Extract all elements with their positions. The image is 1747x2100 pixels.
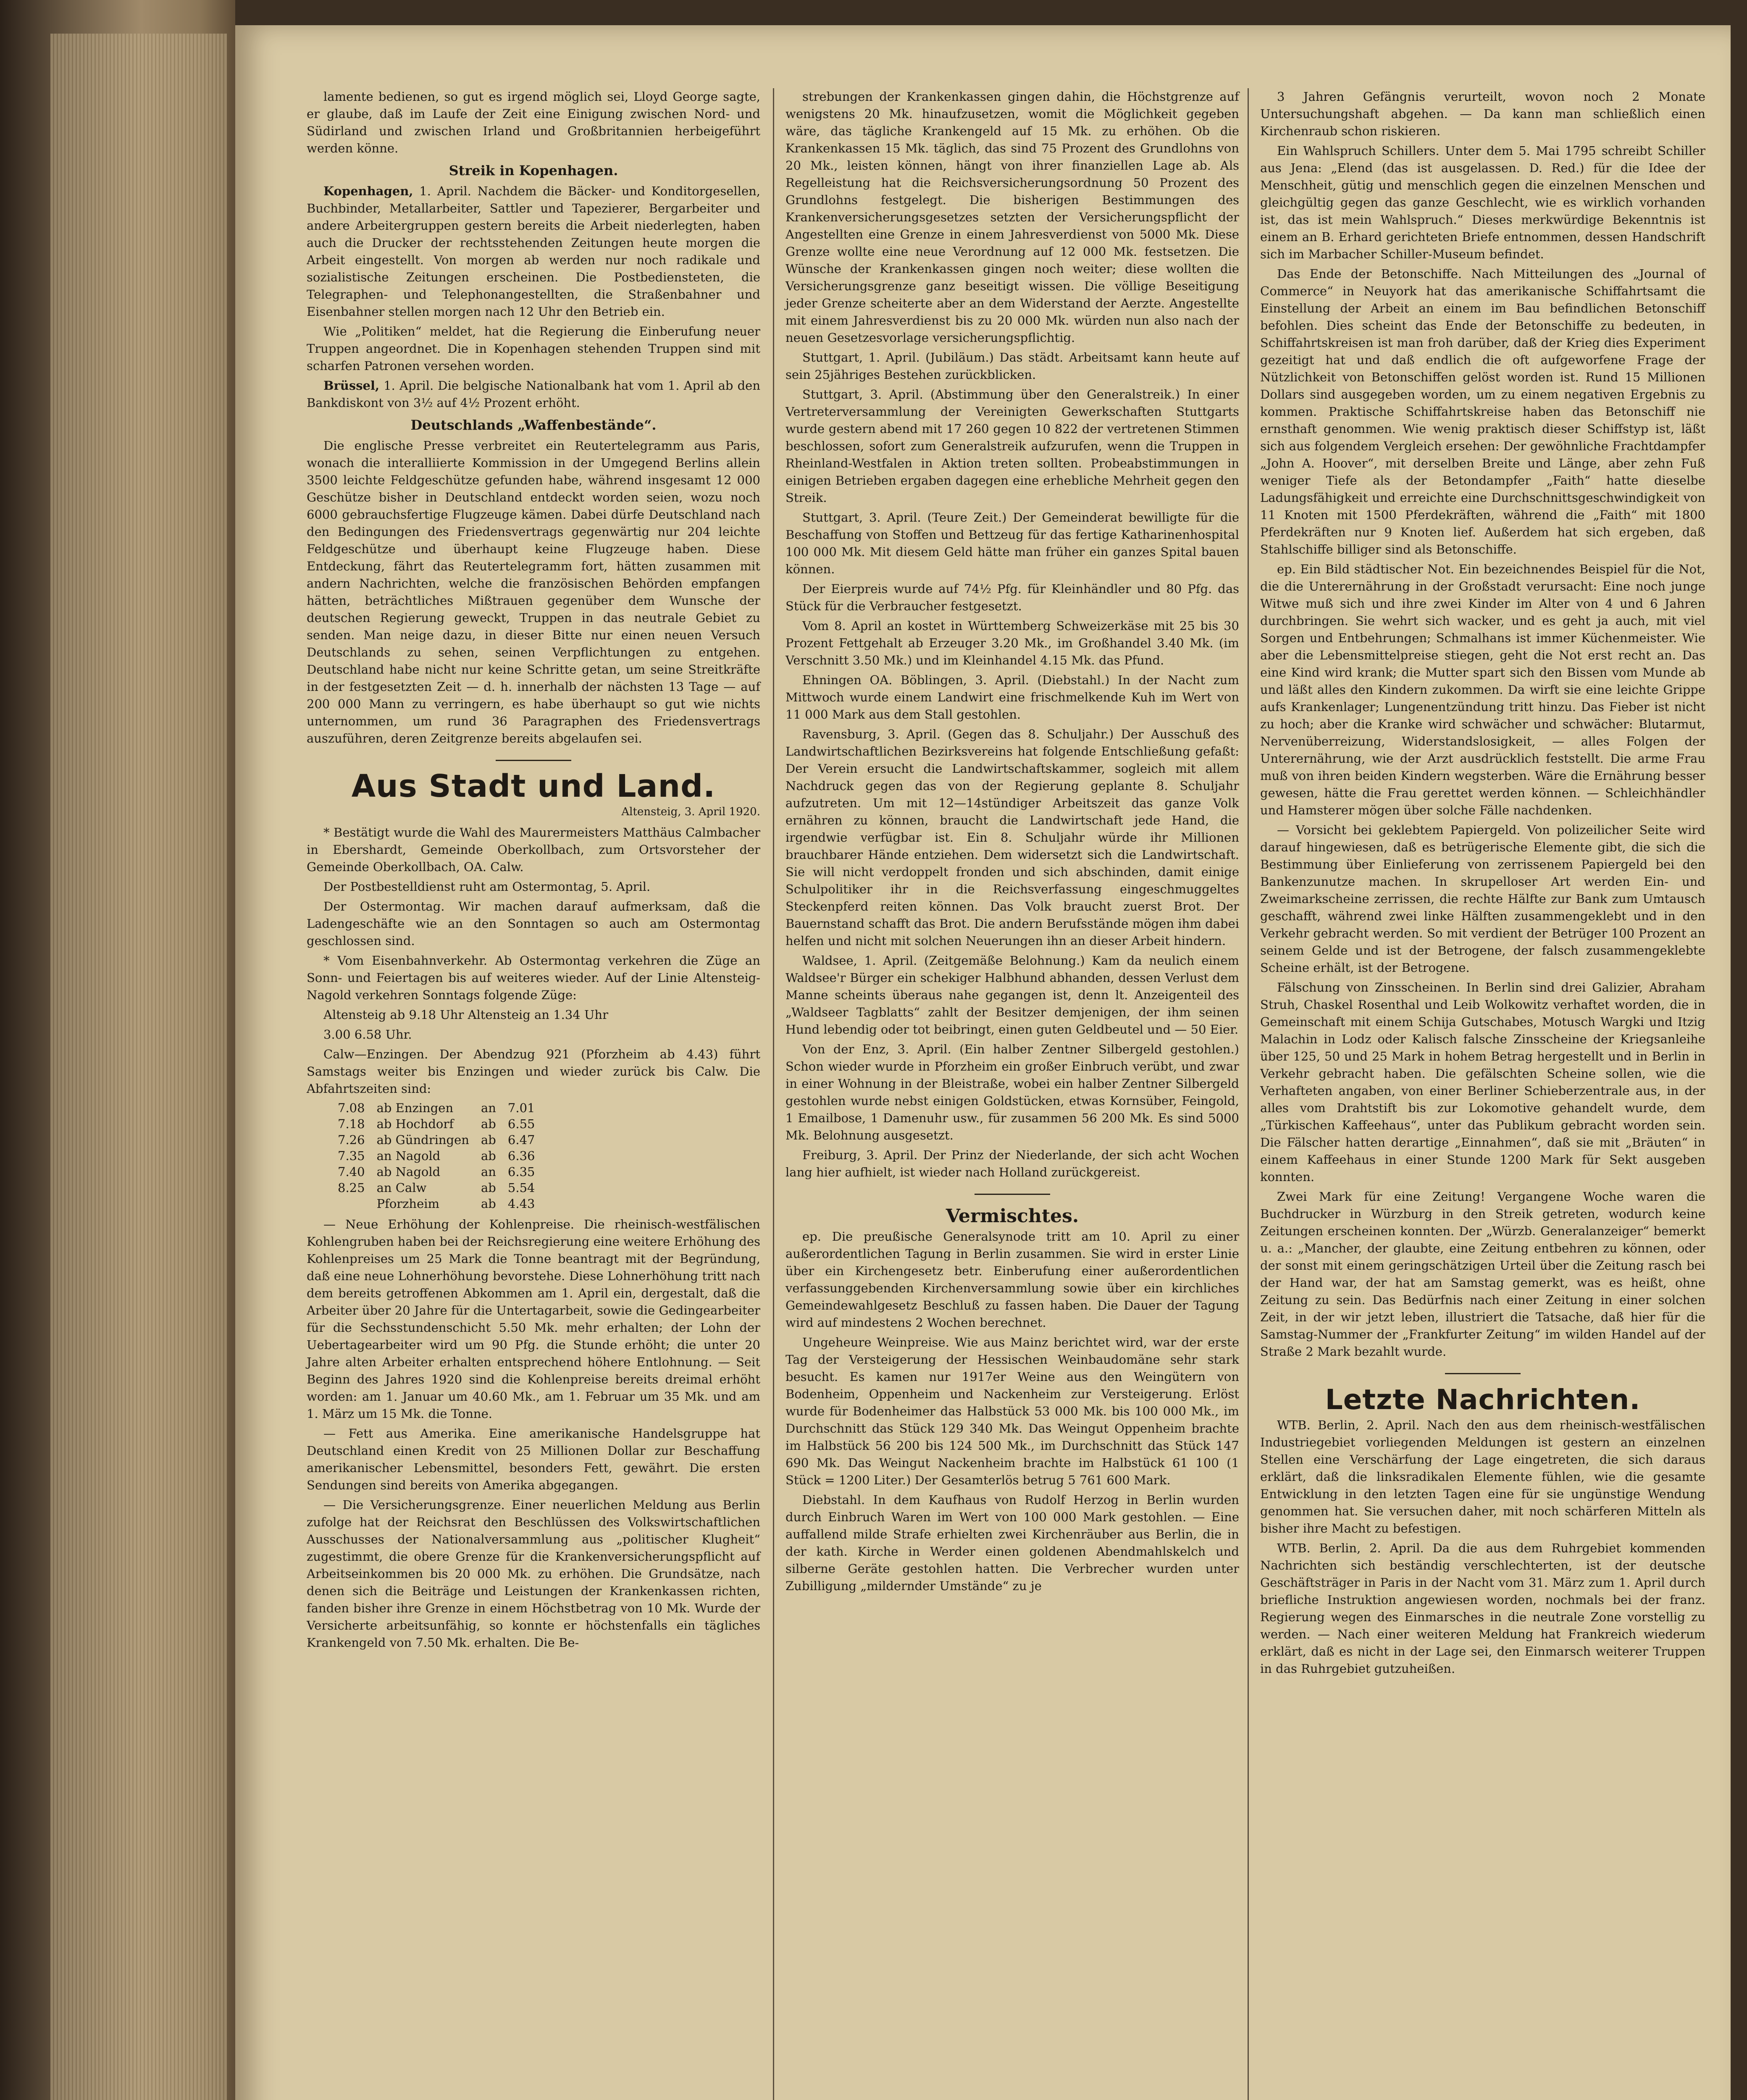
timetable-row (332, 1180, 541, 1196)
timetable-cell: ab (481, 1181, 496, 1195)
paragraph: Von der Enz, 3. April. (Ein halber Zentner Silbergeld gestohlen.) Schon wieder wurde in Pforzheim ein großer Einbruch verübt, und zwar in einer Wohnung in der Bleistraße, wobei ein halber Zentner Silbergeld gestohlen wurde nebst einigen Goldstücken, etwas Kornsüber, Feingold, 1 Emailbose, 1 Damenuhr usw., für zusammen 56 200 Mk. Es sind 5000 Mk. Belohnung ausgesetzt. (785, 1042, 1239, 1142)
timetable-cell: ab (481, 1117, 496, 1131)
paragraph: Die englische Presse verbreitet ein Reutertelegramm aus Paris, wonach die interalliierte Kommission in der Umgegend Berlins allein 3500 leichte Feldgeschütze gefunden habe, während insgesamt 12 000 Geschütze bisher in Deutschland entdeckt worden seien, wozu noch 6000 gebrauchsfertige Flugzeuge kämen. Dabei dürfe Deutschland nach den Bedingungen des Friedensvertrags gegenwärtig nur 204 leichte Feldgeschütze und überhaupt keine Flugzeuge haben. Diese Entdeckung, fährt das Reutertelegramm fort, hätten zusammen mit andern Nachrichten, welche die französischen Behörden empfangen hätten, beträchtliches Mißtrauen gegenüber dem Wunsche der deutschen Regierung geweckt, Truppen in das neutrale Gebiet zu senden. Man neige dazu, in dieser Bitte nur einen neuen Versuch Deutschlands zu sehen, seinen Verpflichtungen zu entgehen. Deutschland habe nicht nur keine Schritte getan, um seine Streitkräfte in der festgesetzten Zeit — d. h. innerhalb der nächsten 13 Tage — auf 200 000 Mann zu verringern, es habe überhaupt so gut wie nichts unternommen, um rund 36 Paragraphen des Friedensvertrags auszuführen, deren Zeitgrenze bereits abgelaufen sei. (307, 438, 760, 746)
timetable-cell: ab Nagold (376, 1165, 441, 1179)
timetable-row (332, 1164, 541, 1180)
dateline: Altensteig, 3. April 1920. (621, 806, 760, 818)
paragraph: Ehningen OA. Böblingen, 3. April. (Diebstahl.) In der Nacht zum Mittwoch wurde einem Landwirt eine frischmelkende Kuh im Wert von 11 000 Mark aus dem Stall gestohlen. (785, 673, 1239, 722)
column-1 (307, 88, 760, 1654)
headline: Vermischtes. (946, 1205, 1079, 1227)
paragraph: Der Eierpreis wurde auf 74½ Pfg. für Kleinhändler und 80 Pfg. das Stück für die Verbraucher festgesetzt. (785, 582, 1239, 613)
paragraph: Ein Wahlspruch Schillers. Unter dem 5. Mai 1795 schreibt Schiller aus Jena: „Elend (das ist ausgelassen. D. Red.) für die Idee der Menschheit, gütig und menschlich gegen die einzelnen Menschen und gleichgültig gegen das ganze Geschlecht, wie es wirklich vorhanden ist, das ist mein Wahlspruch.“ Dieses merkwürdige Bekenntnis ist einem an B. Erhard gerichteten Briefe entnommen, dessen Handschrift sich im Marbacher Schiller-Museum befindet. (1260, 144, 1705, 261)
timetable-cell: 8.25 (338, 1181, 365, 1195)
paragraph: Vom 8. April an kostet in Württemberg Schweizerkäse mit 25 bis 30 Prozent Fettgehalt ab Erzeuger 3.20 Mk., im Großhandel 3.40 Mk. (im Verschnitt 3.50 Mk.) und im Kleinhandel 4.15 Mk. das Pfund. (785, 619, 1239, 667)
paragraph: strebungen der Krankenkassen gingen dahin, die Höchstgrenze auf wenigstens 20 Mk. hinaufzusetzen, womit die Möglichkeit gegeben wäre, das tägliche Krankengeld auf 15 Mk. zu erhöhen. Ob die Krankenkassen 15 Mk. täglich, das sind 75 Prozent des Grundlohns von 20 Mk., leisten können, hängt von ihrer finanziellen Lage ab. Als Regelleistung hat die Reichsversicherungsordnung 50 Prozent des Grundlohns festgelegt. Die bisherigen Bestimmungen des Krankenversicherungsgesetzes setzten der Versicherungspflicht der Angestellten eine Grenze in einem Jahresverdienst von 5000 Mk. Diese Grenze wollte eine neue Verordnung auf 12 000 Mk. festsetzen. Die Wünsche der Krankenkassen gingen noch weiter; diese wollten die Versicherungsgrenze ganz beseitigt wissen. Die völlige Beseitigung jeder Grenze scheiterte aber an dem Widerstand der Aerzte. Angestellte mit einem Jahresverdienst bis zu 20 000 Mk. würden nun also nach der neuen Gesetzesvorlage versicherungspflichtig. (785, 89, 1239, 345)
separator (496, 760, 571, 761)
paragraph: Waldsee, 1. April. (Zeitgemäße Belohnung.) Kam da neulich einem Waldsee'r Bürger ein schekiger Halbhund abhanden, dessen Verlust dem Manne scheints überaus nahe gegangen ist, denn lt. Anzeigenteil des „Waldseer Tagblatts“ zahlt der Besitzer demjenigen, der ihm seinen Hund lebendig oder tot beibringt, einen guten Geldbeutel und — 50 Eier. (785, 953, 1239, 1037)
paragraph: — Neue Erhöhung der Kohlenpreise. Die rheinisch-westfälischen Kohlengruben haben bei der Reichsregierung eine weitere Erhöhung des Kohlenpreises um 25 Mark die Tonne beantragt mit der Begründung, daß eine neue Lohnerhöhung bevorstehe. Diese Lohnerhöhung tritt nach dem bereits getroffenen Abkommen am 1. April ein, dergestalt, daß die Arbeiter über 20 Jahre für die Untertagarbeit, sowie die Gedingearbeiter für die Sechsstundenschicht 5.50 Mk. mehr erhalten; der Lohn der Uebertagearbeiter wird um 90 Pfg. die Stunde erhöht; die unter 20 Jahre alten Arbeiter erhalten entsprechend höhere Entlohnung. — Seit Beginn des Jahres 1920 sind die Kohlenpreise bereits dreimal erhöht worden: am 1. Januar um 40.60 Mk., am 1. Februar um 35 Mk. und am 1. März um 15 Mk. die Tonne. (307, 1217, 760, 1421)
timetable-cell: 4.43 (507, 1197, 535, 1211)
newspaper-page (235, 25, 1731, 2100)
timetable-row (332, 1116, 541, 1132)
timetable-row (332, 1148, 541, 1164)
paragraph: Ravensburg, 3. April. (Gegen das 8. Schuljahr.) Der Ausschuß des Landwirtschaftlichen Bezirksvereins hat folgende Entschließung gefaßt: Der Verein ersucht die Landwirtschaftskammer, sogleich mit allem Nachdruck gegen das von der Regierung geplante 8. Schuljahr aufzutreten. Um mit 12—14stündiger Arbeitszeit das ganze Volk ernähren zu können, braucht die Landwirtschaft jede Hand, die irgendwie verfügbar ist. Ein 8. Schuljahr würde ihr Millionen brauchbarer Hände entziehen. Dem widersetzt sich die Landwirtschaft. Sie will nicht verdoppelt fronden und sich abschinden, damit einige Schulpolitiker ihr in die Reichsverfassung eingeschmuggeltes Steckenpferd reiten können. Das Volk braucht zuerst Brot. Der Bauernstand schafft das Brot. Die andern Berufsstände mögen ihm dabei helfen und nicht mit solchen Neuerungen ihn an dieser Arbeit hindern. (785, 727, 1239, 948)
separator (1445, 1373, 1521, 1374)
separator (975, 1194, 1050, 1195)
column-rule (773, 88, 774, 2100)
timetable-cell: 5.54 (507, 1181, 535, 1195)
paragraph: Brüssel, 1. April. Die belgische Nationalbank hat vom 1. April ab den Bankdiskont von 3½ auf 4½ Prozent erhöht. (307, 378, 761, 410)
paragraph: WTB. Berlin, 2. April. Nach den aus dem rheinisch-westfälischen Industriegebiet vorliegenden Meldungen ist gestern an einzelnen Stellen eine Verschärfung der Lage eingetreten, die sich daraus erklärt, daß die linksradikalen Elemente fühlen, wie die gesamte Entwicklung in den letzten Tagen eine für sie ungünstige Wendung genommen hat. Sie versuchen daher, mit noch schärferen Mitteln als bisher ihre Macht zu befestigen. (1260, 1418, 1705, 1536)
book-binding (0, 0, 235, 2100)
paragraph: Stuttgart, 3. April. (Abstimmung über den Generalstreik.) In einer Vertreterversammlung der Vereinigten Gewerkschaften Stuttgarts wurde gestern abend mit 17 260 gegen 10 822 der vertretenen Stimmen beschlossen, sofort zum Generalstreik aufzurufen, wenn die Truppen in Rheinland-Westfalen in Aktion treten sollten. Probeabstimmungen in einigen Betrieben ergaben dagegen eine erhebliche Mehrheit gegen den Streik. (785, 387, 1239, 505)
timetable-cell: 7.01 (507, 1101, 535, 1115)
timetable-cell: an (481, 1101, 496, 1115)
timetable-cell: 7.35 (338, 1149, 365, 1163)
timetable-cell: 6.47 (507, 1133, 535, 1147)
timetable-row (332, 1196, 541, 1212)
timetable-cell: 7.26 (338, 1133, 365, 1147)
timetable-cell: 7.40 (338, 1165, 365, 1179)
headline: Streik in Kopenhagen. (449, 163, 618, 178)
paragraph: Diebstahl. In dem Kaufhaus von Rudolf Herzog in Berlin wurden durch Einbruch Waren im Wert von 100 000 Mark gestohlen. — Eine auffallend milde Strafe erhielten zwei Kirchenräuber aus Berlin, die in der kath. Kirche in Werder einen goldenen Abendmahlskelch und silberne Geräte gestohlen hatten. Die Verbrecher wurden unter Zubilligung „mildernder Umstände“ zu je (785, 1493, 1239, 1593)
column-3 (1260, 88, 1705, 1680)
column-rule (1248, 88, 1249, 2100)
paragraph: Freiburg, 3. April. Der Prinz der Niederlande, der sich acht Wochen lang hier aufhielt, ist wieder nach Holland zurückgereist. (785, 1148, 1239, 1179)
timetable-cell: ab Enzingen (376, 1101, 454, 1115)
paragraph: — Fett aus Amerika. Eine amerikanische Handelsgruppe hat Deutschland einen Kredit von 25 Millionen Dollar zur Beschaffung amerikanischer Lebensmittel, besonders Fett, gewährt. Die ersten Sendungen sind bereits von Amerika abgegangen. (307, 1426, 760, 1492)
paragraph: Fälschung von Zinsscheinen. In Berlin sind drei Galizier, Abraham Struh, Chaskel Rosenthal und Leib Wolkowitz verhaftet worden, die in Gemeinschaft mit einem Schija Gutschabes, Motusch Wargki und Itzig Malachin in Lodz oder Kalisch falsche Zinsscheine der Kriegsanleihe über 125, 50 und 25 Mark in hohem Betrag hergestellt und in Berlin in Verkehr gebracht haben. Die gefälschten Scheine sollen, wie die Verhafteten angaben, von einer Berliner Schieberzentrale aus, in der alles vom Drahtstift bis zur Lokomotive gehandelt wurde, dem „Türkischen Kaffeehaus“, unter das Publikum gebracht worden sein. Die Fälscher hatten derartige „Einnahmen“, daß sie mit „Bräuten“ in einem Kaffeehaus in einer Stunde 1200 Mark für Sekt ausgeben konnten. (1260, 980, 1705, 1184)
paragraph: * Bestätigt wurde die Wahl des Maurermeisters Matthäus Calmbacher in Ebershardt, Gemeinde Oberkollbach, zum Ortsvorsteher der Gemeinde Oberkollbach, OA. Calw. (307, 825, 760, 874)
timetable-cell: 7.08 (338, 1101, 365, 1115)
paragraph: Kopenhagen, 1. April. Nachdem die Bäcker- und Konditorgesellen, Buchbinder, Metallarbeiter, Sattler und Tapezierer, Bergarbeiter und andere Arbeitergruppen gestern bereits die Arbeit niederlegten, haben auch die Drucker der rechtsstehenden Zeitungen heute morgen die Arbeit eingestellt. Von morgen ab werden nur noch radikale und sozialistische Zeitungen erscheinen. Die Postbediensteten, die Telegraphen- und Telephonangestellten, die Straßenbahner und Eisenbahner stellen morgen nach 12 Uhr den Betrieb ein. (307, 184, 760, 319)
paragraph: Stuttgart, 1. April. (Jubiläum.) Das städt. Arbeitsamt kann heute auf sein 25jähriges Bestehen zurückblicken. (785, 350, 1239, 382)
timetable-cell: 6.55 (507, 1117, 535, 1131)
timetable-cell: 6.36 (507, 1149, 535, 1163)
paragraph: Stuttgart, 3. April. (Teure Zeit.) Der Gemeinderat bewilligte für die Beschaffung von Stoffen und Bettzeug für das fertige Katharinenhospital 100 000 Mk. Mit diesem Geld hätte man früher ein ganzes Spital bauen können. (785, 510, 1239, 576)
timetable-row (332, 1100, 541, 1116)
paragraph: * Vom Eisenbahnverkehr. Ab Ostermontag verkehren die Züge an Sonn- und Feiertagen bis auf weiteres wieder. Auf der Linie Altensteig-Nagold verkehren Sonntags folgende Züge: (307, 953, 760, 1002)
paragraph: 3.00 6.58 Uhr. (323, 1027, 412, 1042)
paragraph: — Vorsicht bei geklebtem Papiergeld. Von polizeilicher Seite wird darauf hingewiesen, daß es betrügerische Elemente gibt, die sich die Bestimmung über Einlieferung von zerrissenem Papiergeld bei den Bankenzunutze machen. In skrupelloser Art werden Ein- und Zweimarkscheine zerrissen, die rechte Hälfte zur Bank zum Umtausch geschafft, während zwei linke Hälften zusammengeklebt und in den Verkehr gebracht werden. So mit verdient der Betrüger 100 Prozent an seinem Gelde und ist der Betrogene, der falsch zusammengeklebte Scheine erhält, ist der Betrogene. (1260, 823, 1705, 975)
section-title: Aus Stadt und Land. (351, 768, 716, 804)
timetable-cell: 6.35 (507, 1165, 535, 1179)
paragraph: Ungeheure Weinpreise. Wie aus Mainz berichtet wird, war der erste Tag der Versteigerung der Hessischen Weinbaudomäne sehr stark besucht. Es kamen nur 1917er Weine aus den Weingütern von Bodenheim, Oppenheim und Nackenheim zur Versteigerung. Erlöst wurde für Bodenheimer das Halbstück 53 000 Mk. bis 100 000 Mk., im Durchschnitt das Stück 129 340 Mk. Das Weingut Oppenheim brachte im Halbstück 56 200 bis 124 500 Mk., im Durchschnitt das Stück 147 690 Mk. Das Weingut Nackenheim brachte im Halbstück 61 100 (1 Stück = 1200 Liter.) Der Gesamterlös betrug 5 761 600 Mark. (785, 1335, 1239, 1487)
timetable-cell: an (481, 1165, 496, 1179)
paragraph: Der Postbestelldienst ruht am Ostermontag, 5. April. (323, 879, 651, 894)
section-title: Letzte Nachrichten. (1325, 1383, 1641, 1416)
paragraph: lamente bedienen, so gut es irgend möglich sei, Lloyd George sagte, er glaube, daß im Laufe der Zeit eine Einigung zwischen Nord- und Südirland und zwischen Irland und Großbritannien herbeigeführt werden könne. (307, 89, 760, 155)
paragraph: — Die Versicherungsgrenze. Einer neuerlichen Meldung aus Berlin zufolge hat der Reichsrat den Beschlüssen des Volkswirtschaftlichen Ausschusses der Nationalversammlung aus „politischer Klugheit“ zugestimmt, die obere Grenze für die Krankenversicherungspflicht auf Arbeitseinkommen bis 20 000 Mk. zu erhöhen. Die Grundsätze, nach denen sich die Beiträge und Leistungen der Krankenkassen richten, fanden bisher ihre Grenze in einem Höchstbetrag von 10 Mk. Wurde der Versicherte arbeitsunfähig, so konnte er höchstenfalls ein tägliches Krankengeld von 7.50 Mk. erhalten. Die Be- (307, 1498, 760, 1650)
timetable-cell: ab Hochdorf (376, 1117, 454, 1131)
paragraph: Wie „Politiken“ meldet, hat die Regierung die Einberufung neuer Truppen angeordnet. Die in Kopenhagen stehenden Truppen sind mit scharfen Patronen versehen worden. (307, 324, 760, 373)
timetable-row (332, 1132, 541, 1148)
paragraph: Das Ende der Betonschiffe. Nach Mitteilungen des „Journal of Commerce“ in Neuyork hat das amerikanische Schiffahrtsamt die Einstellung der Arbeit an einem im Bau befindlichen Betonschiff befohlen. Dies scheint das Ende der Betonschiffe zu bedeuten, in Schiffahrtskreisen ist man froh darüber, daß der Krieg dies Experiment gezeitigt hat und daß endlich die oft aufgeworfene Frage der Nützlichkeit von Betonschiffen gelöst worden ist. Rund 15 Millionen Dollars sind ausgegeben worden, um zu einem negativen Ergebnis zu kommen. Praktische Schiffahrtskreise haben das Betonschiff nie ernsthaft genommen. Wie wenig praktisch dieser Schiffstyp ist, läßt sich aus folgendem Vergleich ersehen: Der gewöhnliche Frachtdampfer „John A. Hoover“, mit derselben Breite und Länge, aber zehn Fuß weniger Tiefe als der Betondampfer „Faith“ hatte dieselbe Ladungsfähigkeit und erreichte eine Durchschnittsgeschwindigkeit von 11 Knoten mit 1500 Pferdekräften, während die „Faith“ mit 1800 Pferdekräften nur 9 Knoten lief. Außerdem hat sich ergeben, daß Stahlschiffe billiger sind als Betonschiffe. (1260, 267, 1705, 556)
paragraph: Altensteig ab 9.18 Uhr Altensteig an 1.34 Uhr (323, 1008, 608, 1022)
paragraph: Calw—Enzingen. Der Abendzug 921 (Pforzheim ab 4.43) führt Samstags weiter bis Enzingen und wieder zurück bis Calw. Die Abfahrtszeiten sind: (307, 1047, 760, 1096)
paragraph: 3 Jahren Gefängnis verurteilt, wovon noch 2 Monate Untersuchungshaft abgehen. — Da kann man schließlich einen Kirchenraub schon riskieren. (1260, 89, 1705, 138)
timetable-cell: Pforzheim (376, 1197, 440, 1211)
timetable-cell: ab (481, 1149, 496, 1163)
timetable-cell: 7.18 (338, 1117, 365, 1131)
timetable-cell: an Nagold (376, 1149, 441, 1163)
timetable-cell: ab (481, 1197, 496, 1211)
timetable-cell: ab Gündringen (376, 1133, 469, 1147)
paragraph: Der Ostermontag. Wir machen darauf aufmerksam, daß die Ladengeschäfte wie an den Sonntagen so auch am Ostermontag geschlossen sind. (307, 899, 760, 948)
paragraph: Zwei Mark für eine Zeitung! Vergangene Woche waren die Buchdrucker in Würzburg in den Streik getreten, wodurch keine Zeitungen erscheinen konnten. Der „Würzb. Generalanzeiger“ bemerkt u. a.: „Mancher, der glaubte, eine Zeitung entbehren zu können, oder der sonst mit einem geringschätzigen Urteil über die Zeitung rasch bei der Hand war, der hat am Samstag gemerkt, was es heißt, ohne Zeitung zu sein. Das Bedürfnis nach einer Zeitung in einer solchen Zeit, in der wir jetzt leben, illustriert die Tatsache, daß hier für die Samstag-Nummer der „Frankfurter Zeitung“ im wilden Handel auf der Straße 2 Mark bezahlt wurde. (1260, 1189, 1705, 1359)
headline: Deutschlands „Waffenbestände“. (410, 417, 657, 433)
timetable-cell (332, 1196, 371, 1212)
paragraph: ep. Die preußische Generalsynode tritt am 10. April zu einer außerordentlichen Tagung in Berlin zusammen. Sie wird in erster Linie über ein Kirchengesetz betr. Einberufung einer außerordentlichen verfassunggebenden Kirchenversammlung sowie über ein kirchliches Gemeindewahlgesetz Beschluß zu fassen haben. Die Dauer der Tagung wird auf mindestens 2 Wochen berechnet. (785, 1229, 1239, 1330)
paragraph: ep. Ein Bild städtischer Not. Ein bezeichnendes Beispiel für die Not, die die Unterernährung in der Großstadt verursacht: Eine noch junge Witwe muß sich und ihre zwei Kinder im Alter von 4 und 6 Jahren durchbringen. Sie wehrt sich wacker, und es geht ja auch, mit viel Sorgen und Entbehrungen; Schmalhans ist immer Küchenmeister. Wie aber die Lebensmittelpreise stiegen, geht die Not erst recht an. Das eine Kind wird krank; die Mutter spart sich den Bissen vom Munde ab und läßt alles den Kindern zukommen. Da wirft sie eine leichte Grippe aufs Krankenlager; Lungenentzündung tritt hinzu. Das Fieber ist nicht zu hoch; aber die Kranke wird schwächer und schwächer: Blutarmut, Nervenüberreizung, Widerstandslosigkeit, — alles Folgen der Unterernährung, wie der Arzt ausdrücklich feststellt. Die arme Frau muß von ihren beiden Kindern wegsterben. Wäre die Ernährung besser gewesen, hätte die Frau gerettet werden können. — Schleichhändler und Hamsterer mögen über solche Fälle nachdenken. (1260, 562, 1705, 817)
timetable-cell: ab (481, 1133, 496, 1147)
timetable (332, 1100, 541, 1212)
paragraph: WTB. Berlin, 2. April. Da die aus dem Ruhrgebiet kommenden Nachrichten sich beständig verschlechterten, ist der deutsche Geschäftsträger in Paris in der Nacht vom 31. März zum 1. April durch briefliche Instruktion angewiesen worden, nochmals bei der franz. Regierung wegen des Einmarsches in die neutrale Zone vorstellig zu werden. — Nach einer weiteren Meldung hat Frankreich wiederum erklärt, daß es nicht in der Lage sei, den Einmarsch weiterer Truppen in das Ruhrgebiet gutzuheißen. (1260, 1541, 1705, 1676)
column-2 (785, 88, 1239, 1597)
timetable-cell: an Calw (376, 1181, 427, 1195)
